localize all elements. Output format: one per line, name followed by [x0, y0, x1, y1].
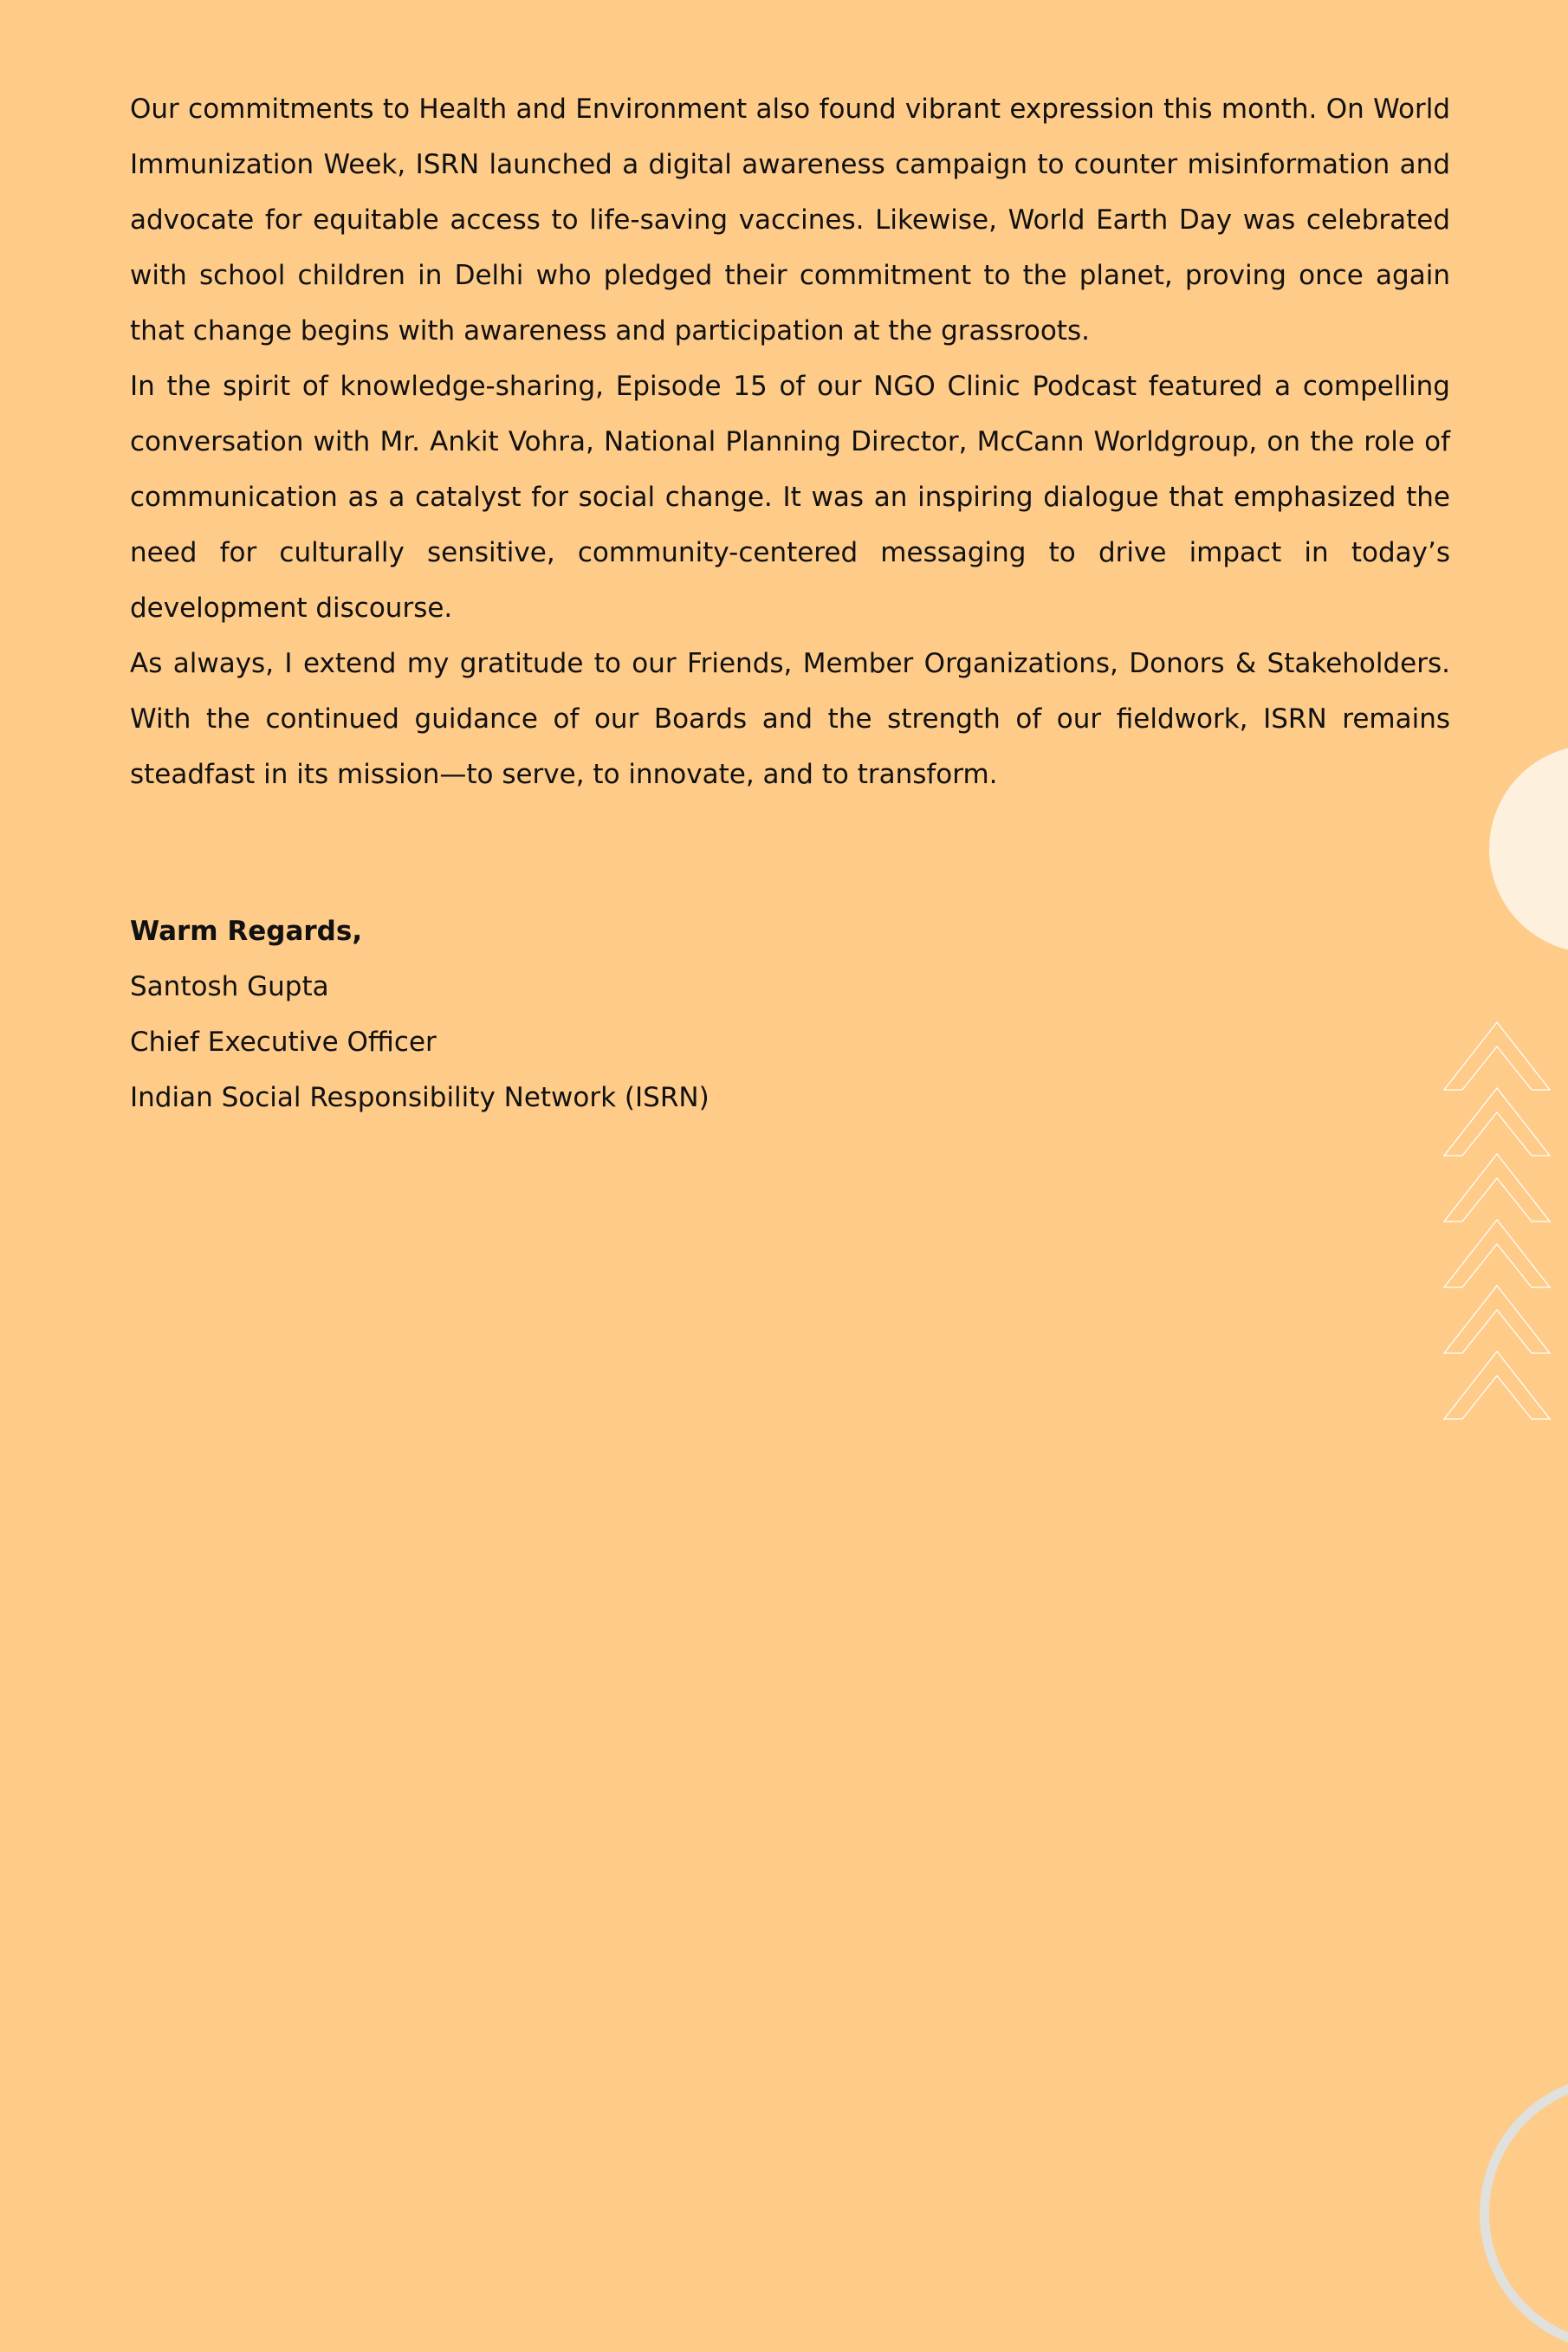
letter-body — [130, 81, 1450, 1125]
signer-organization: Indian Social Responsibility Network (ISRN) — [130, 1082, 709, 1113]
paragraph-gratitude: As always, I extend my gratitude to our Friends, Member Organizations, Donors & Stakeholders. With the continued guidance of our Boards and the strength of our fieldwork, ISRN remains steadfast in its mission—to serve, to innovate, and to transform. — [130, 648, 1450, 790]
chevron-up-icon — [1444, 1154, 1550, 1221]
chevron-up-icon — [1444, 1088, 1550, 1156]
paragraph-podcast: In the spirit of knowledge-sharing, Episode 15 of our NGO Clinic Podcast featured a compelling conversation with Mr. Ankit Vohra, National Planning Director, McCann Worldgroup, on the role of communication as a catalyst for social change. It was an inspiring dialogue that emphasized the need for culturally sensitive, community-centered messaging to drive impact in today’s development discourse. — [130, 371, 1450, 624]
chevron-up-icon — [1444, 1220, 1550, 1287]
signer-title: Chief Executive Officer — [130, 1027, 437, 1058]
chevron-up-icon — [1444, 1286, 1550, 1353]
chevron-up-icon — [1444, 1022, 1550, 1090]
signature-block — [130, 904, 1450, 1125]
signer-name: Santosh Gupta — [130, 971, 329, 1002]
chevron-up-icon — [1444, 1351, 1550, 1419]
decorative-circle — [1489, 745, 1568, 953]
signoff-greeting: Warm Regards, — [130, 916, 363, 947]
paragraph-health-environment: Our commitments to Health and Environment also found vibrant expression this month. On World Immunization Week, ISRN launched a digital awareness campaign to counter misinformation and advocate for equitable access to life-saving vaccines. Likewise, World Earth Day was celebrated with school children in Delhi who pledged their commitment to the planet, proving once again that change begins with awareness and participation at the grassroots. — [130, 94, 1450, 347]
decorative-chevrons — [1442, 1020, 1552, 1421]
decorative-ring — [1480, 2075, 1568, 2352]
